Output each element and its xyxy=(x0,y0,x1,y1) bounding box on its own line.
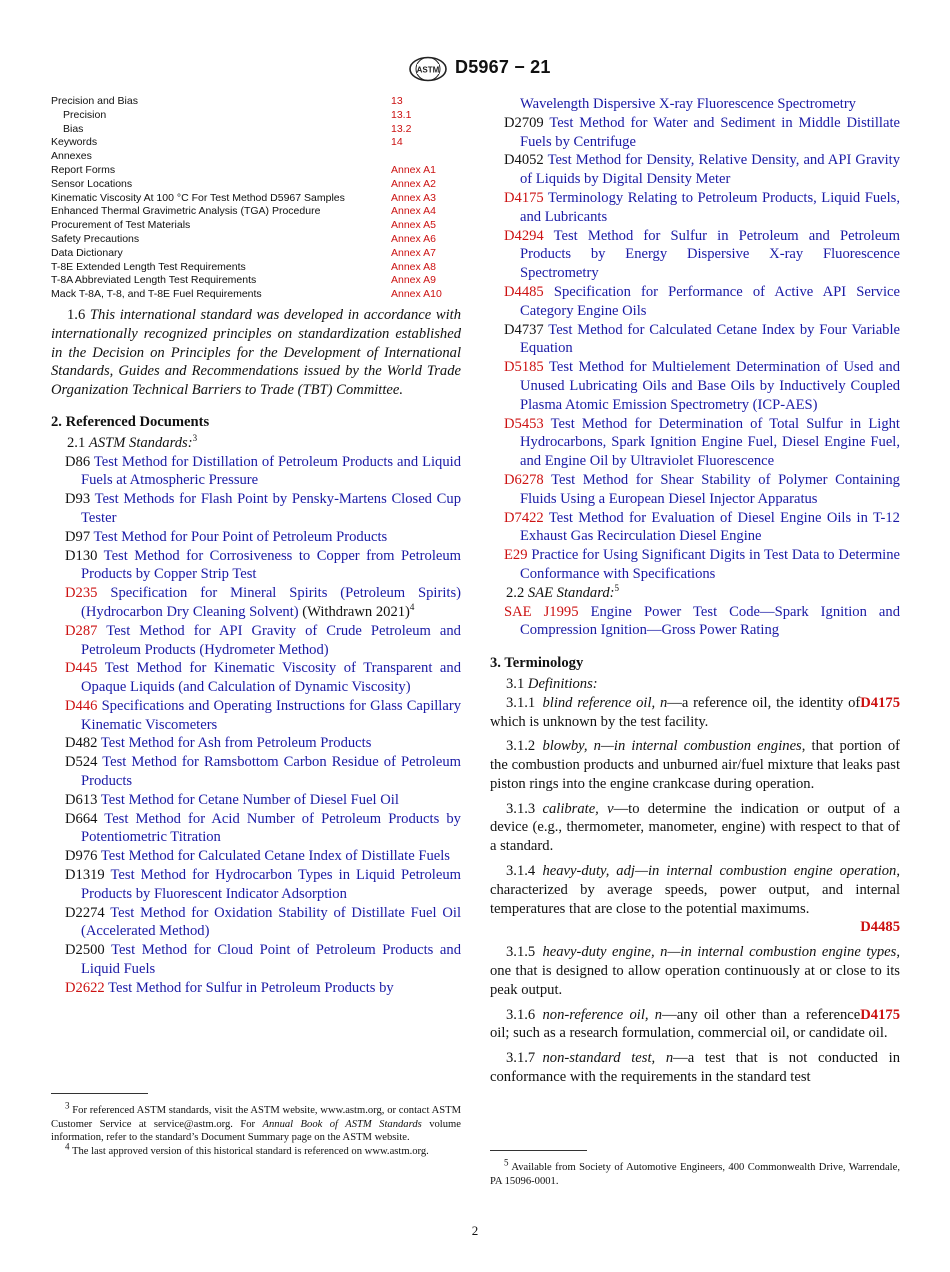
reference-code[interactable]: D613 xyxy=(65,791,98,808)
reference-code[interactable]: D5453 xyxy=(504,415,544,432)
toc-label: Enhanced Thermal Gravimetric Analysis (TGA) Procedure xyxy=(51,205,321,218)
reference-code[interactable]: D4485 xyxy=(504,283,544,300)
footnote-5: $^5$ Available from Society of Automotive Engineers, 400 Commonwealth Drive, Warrendale, PA 15096-0001. xyxy=(490,1157,900,1187)
toc-row[interactable] xyxy=(51,150,461,164)
definition-text: —to determine the indication or output of a device (e.g., thermometer, manometer, engine) with respect to that of a standard. xyxy=(490,800,901,855)
toc-row[interactable] xyxy=(51,192,461,206)
subsection-2-1: 2.1 ASTM Standards:$^3$ xyxy=(67,432,198,451)
reference-title[interactable]: Test Method for Evaluation of Diesel Engine Oils in T-12 Exhaust Gas Recirculation Diesel Engine xyxy=(520,509,900,545)
definition-term: non-standard test, n xyxy=(542,1050,674,1067)
reference-code[interactable]: D86 xyxy=(65,453,91,470)
toc-row[interactable] xyxy=(51,219,461,233)
astm-references-left xyxy=(51,453,461,998)
sae-reference[interactable]: SAE J1995 Engine Power Test Code—Spark Ignition and Compression Ignition—Gross Power Rating xyxy=(504,603,901,639)
reference-title[interactable]: Test Method for Shear Stability of Polymer Containing Fluids Using a European Diesel Injector Apparatus xyxy=(520,471,900,507)
toc-ref[interactable]: 13.2 xyxy=(391,122,412,135)
definition-number: 3.1.7 xyxy=(506,1050,536,1067)
reference-title[interactable]: Test Method for Multielement Determination of Used and Unused Lubricating Oils and Base Oils by Inductively Coupled Plasma Atomic Emission Spectrometry (ICP-AES) xyxy=(520,359,900,413)
reference-note: (Withdrawn 2021) xyxy=(298,603,410,620)
definition-term: calibrate, v xyxy=(542,800,614,817)
toc-label: Mack T-8A, T-8, and T-8E Fuel Requirements xyxy=(51,288,262,301)
reference-item[interactable] xyxy=(51,791,461,810)
reference-item[interactable] xyxy=(51,659,461,697)
definition-item xyxy=(490,862,900,937)
footnotes-left xyxy=(51,1100,461,1158)
toc-row[interactable] xyxy=(51,274,461,288)
reference-item[interactable] xyxy=(51,490,461,528)
reference-item[interactable] xyxy=(490,546,900,584)
toc-ref[interactable]: Annex A2 xyxy=(391,177,436,190)
definition-item xyxy=(490,1006,900,1044)
reference-code[interactable]: D5185 xyxy=(504,359,544,376)
definition-item xyxy=(490,943,900,999)
reference-title[interactable]: Test Method for API Gravity of Crude Petroleum and Petroleum Products (Hydrometer Method) xyxy=(81,622,461,658)
reference-title[interactable]: Test Method for Calculated Cetane Index by Four Variable Equation xyxy=(520,321,901,357)
subsection-2-2: 2.2 SAE Standard:$^5$ xyxy=(506,582,620,601)
definition-term: blowby, n xyxy=(542,738,601,755)
definition-text: —a reference oil, the identity of which is unknown by the test facility. xyxy=(490,694,861,730)
reference-code[interactable]: D482 xyxy=(65,735,98,752)
reference-code[interactable]: D976 xyxy=(65,848,98,865)
toc-row[interactable] xyxy=(51,136,461,150)
definition-text: —a test that is not conducted in conformance with the requirements in the standard test xyxy=(490,1050,900,1086)
definition-item xyxy=(490,737,900,793)
footnotes-right xyxy=(490,1157,900,1188)
toc-row[interactable] xyxy=(51,164,461,178)
definition-number: 3.1.3 xyxy=(506,800,536,817)
definition-number: 3.1.2 xyxy=(506,738,536,755)
toc-ref[interactable]: 13 xyxy=(391,95,403,107)
definitions-list xyxy=(490,694,900,1087)
definition-term: heavy-duty, adj xyxy=(542,863,635,880)
section-1-6: 1.6 This international standard was developed in accordance with internationally recognized principles on standardization established in the Decision on Principles for the Development of International Standards, Guides and Recommendations issued by the World Trade Organization Technical Barriers to Trade (TBT) Committee. xyxy=(51,306,462,399)
reference-title[interactable]: Test Method for Hydrocarbon Types in Liquid Petroleum Products by Fluorescent Indicator Adsorption xyxy=(81,867,461,902)
reference-title[interactable]: Test Method for Determination of Total Sulfur in Light Hydrocarbons, Spark Ignition Engine Fuel, Diesel Engine Fuel, and Engine Oil by Ultraviolet Fluorescence xyxy=(520,415,900,470)
reference-code[interactable]: D1319 xyxy=(65,867,105,884)
reference-code[interactable]: D664 xyxy=(65,810,98,827)
definition-number: 3.1.5 xyxy=(506,944,536,961)
footnote-3: $^3$ For referenced ASTM standards, visit the ASTM website, www.astm.org, or contact ASTM Customer Service at service@astm.org. For Annual Book of ASTM Standards volume information, refer to the standard’s Document Summary page on the ASTM website. xyxy=(51,1100,461,1144)
left-column xyxy=(51,95,461,998)
definition-number: 3.1.1 xyxy=(506,694,536,711)
reference-item[interactable] xyxy=(51,866,461,904)
reference-title[interactable]: Test Method for Kinematic Viscosity of Transparent and Opaque Liquids (and Calculation of Dynamic Viscosity) xyxy=(81,660,462,696)
source-reference[interactable]: D4175 xyxy=(860,1006,900,1023)
definition-item xyxy=(490,800,900,856)
footnote-rule-right xyxy=(490,1150,587,1151)
toc-ref[interactable]: Annex A8 xyxy=(391,260,436,273)
document-id: D5967 − 21 xyxy=(455,57,551,77)
reference-item[interactable] xyxy=(51,547,461,585)
reference-title[interactable]: Specification for Mineral Spirits (Petroleum Spirits) (Hydrocarbon Dry Cleaning Solvent) xyxy=(81,585,461,620)
reference-item[interactable] xyxy=(51,622,461,660)
reference-title[interactable]: Test Method for Density, Relative Density, and API Gravity of Liquids by Digital Density Meter xyxy=(520,152,900,188)
footnote-4: $^4$ The last approved version of this historical standard is referenced on www.astm.org. xyxy=(65,1141,429,1157)
reference-code[interactable]: D6278 xyxy=(504,471,544,488)
reference-item[interactable] xyxy=(51,453,461,491)
section-2-heading: 2. Referenced Documents xyxy=(51,413,210,430)
subsection-3-1: 3.1 Definitions: xyxy=(506,675,598,692)
toc-row[interactable] xyxy=(51,109,461,123)
definition-text: , that portion of the combustion products and unburned air/fuel mixture that leaks past piston rings into the engine crankcase during operation. xyxy=(490,738,901,792)
definition-text: , one that is designed to allow operation continuously at or close to its peak output. xyxy=(490,944,900,998)
section-3-heading: 3. Terminology xyxy=(490,655,584,672)
reference-item[interactable] xyxy=(51,734,461,753)
reference-code[interactable]: D235 xyxy=(65,585,98,602)
reference-code[interactable]: D4294 xyxy=(504,227,544,244)
definition-qualifier: —in internal combustion engines xyxy=(600,738,802,755)
definition-number: 3.1.4 xyxy=(506,863,536,880)
reference-code[interactable]: D287 xyxy=(65,622,98,639)
reference-item[interactable] xyxy=(51,753,461,791)
definition-text: —any oil other than a reference oil; such as a research formulation, commercial oil, or candidate oil. xyxy=(490,1006,888,1042)
definition-term: non-reference oil, n xyxy=(542,1006,663,1023)
toc-label: Annexes xyxy=(51,150,92,163)
toc-row[interactable] xyxy=(51,247,461,261)
reference-title[interactable]: Test Method for Ramsbottom Carbon Residue of Petroleum Products xyxy=(81,754,461,790)
astm-references-right xyxy=(490,114,900,584)
reference-code[interactable]: D97 xyxy=(65,528,91,545)
toc-label: Data Dictionary xyxy=(51,246,123,259)
definition-qualifier: —in internal combustion engine operation xyxy=(634,863,897,880)
source-reference[interactable]: D4175 xyxy=(860,694,900,711)
reference-title[interactable]: Terminology Relating to Petroleum Products, Liquid Fuels, and Lubricants xyxy=(520,189,901,225)
source-reference[interactable]: D4485 xyxy=(860,919,900,936)
toc-ref[interactable]: Annex A7 xyxy=(391,246,436,259)
reference-item[interactable] xyxy=(51,528,461,547)
reference-item[interactable] xyxy=(490,471,900,509)
definition-text: , characterized by average speeds, power output, and internal temperatures that are close to the potential maximums. xyxy=(490,863,900,917)
toc-row[interactable] xyxy=(51,205,461,219)
reference-code[interactable]: D4175 xyxy=(504,189,544,206)
reference-item[interactable] xyxy=(51,847,461,866)
reference-code[interactable]: D93 xyxy=(65,491,91,508)
page-header xyxy=(0,56,950,82)
reference-title[interactable]: Test Method for Distillation of Petroleum Products and Liquid Fuels at Atmospheric Pressure xyxy=(81,453,462,489)
reference-title[interactable]: Test Methods for Flash Point by Pensky-Martens Closed Cup Tester xyxy=(81,491,461,526)
toc-ref[interactable]: Annex A1 xyxy=(391,163,436,176)
reference-code[interactable]: D445 xyxy=(65,660,98,677)
toc-label: Report Forms xyxy=(51,163,116,176)
reference-title[interactable]: Test Method for Sulfur in Petroleum Products by xyxy=(108,979,394,996)
reference-title[interactable]: Test Method for Cloud Point of Petroleum Products and Liquid Fuels xyxy=(81,942,462,978)
reference-item[interactable] xyxy=(490,283,900,321)
toc-label: Safety Precautions xyxy=(51,232,140,245)
toc-ref[interactable]: 13.1 xyxy=(391,108,412,121)
reference-title[interactable]: Test Method for Calculated Cetane Index of Distillate Fuels xyxy=(100,848,450,865)
reference-code[interactable]: D2500 xyxy=(65,942,105,959)
reference-continuation[interactable]: Wavelength Dispersive X-ray Fluorescence Spectrometry xyxy=(520,96,856,112)
reference-title[interactable]: Specifications and Operating Instructions for Glass Capillary Kinematic Viscometers xyxy=(81,697,461,733)
toc-ref[interactable]: 14 xyxy=(391,136,403,149)
reference-title[interactable]: Test Method for Ash from Petroleum Products xyxy=(100,735,372,752)
reference-item[interactable] xyxy=(490,321,900,359)
reference-item[interactable] xyxy=(51,810,461,848)
reference-code[interactable]: D2274 xyxy=(65,904,105,921)
reference-code[interactable]: D2622 xyxy=(65,979,105,996)
reference-code[interactable]: D4052 xyxy=(504,152,544,169)
toc-row[interactable] xyxy=(51,123,461,137)
reference-title[interactable]: Test Method for Cetane Number of Diesel Fuel Oil xyxy=(100,791,399,808)
reference-item[interactable] xyxy=(490,114,900,152)
table-of-contents xyxy=(51,95,461,302)
reference-code[interactable]: D7422 xyxy=(504,509,544,526)
toc-ref[interactable]: Annex A4 xyxy=(391,205,436,218)
right-column xyxy=(490,95,900,1093)
definition-item xyxy=(490,1049,900,1087)
toc-label: T-8A Abbreviated Length Test Requirements xyxy=(51,274,257,287)
definition-item xyxy=(490,694,900,732)
toc-label: Bias xyxy=(63,122,84,135)
astm-logo-icon xyxy=(408,56,448,82)
toc-label: Precision xyxy=(63,108,107,121)
toc-ref[interactable]: Annex A3 xyxy=(391,191,436,204)
toc-label: T-8E Extended Length Test Requirements xyxy=(51,260,246,273)
reference-item[interactable] xyxy=(51,904,461,942)
reference-item[interactable] xyxy=(51,584,461,622)
reference-item[interactable] xyxy=(51,979,461,998)
svg-text:ASTM: ASTM xyxy=(416,65,440,75)
footnote-mark: 4 xyxy=(409,602,415,613)
page-number: 2 xyxy=(471,1223,479,1238)
reference-item[interactable] xyxy=(490,151,900,189)
reference-item[interactable] xyxy=(490,227,900,283)
reference-code[interactable]: E29 xyxy=(504,547,528,564)
reference-title[interactable]: Practice for Using Significant Digits in Test Data to Determine Conformance with Specifications xyxy=(520,547,900,582)
reference-title[interactable]: Test Method for Pour Point of Petroleum Products xyxy=(93,528,388,545)
reference-title[interactable]: Test Method for Corrosiveness to Copper from Petroleum Products by Copper Strip Test xyxy=(81,547,461,583)
reference-item[interactable] xyxy=(490,358,900,414)
toc-ref[interactable]: Annex A5 xyxy=(391,219,436,232)
reference-item[interactable] xyxy=(490,509,900,547)
reference-title[interactable]: Test Method for Oxidation Stability of Distillate Fuel Oil (Accelerated Method) xyxy=(81,904,461,940)
definition-qualifier: —in internal combustion engine types xyxy=(667,944,897,961)
reference-item[interactable] xyxy=(51,697,461,735)
reference-title[interactable]: Specification for Performance of Active API Service Category Engine Oils xyxy=(520,283,900,319)
reference-title[interactable]: Test Method for Acid Number of Petroleum Products by Potentiometric Titration xyxy=(81,810,461,846)
toc-label: Precision and Bias xyxy=(51,95,138,107)
toc-label: Sensor Locations xyxy=(51,177,133,190)
toc-row[interactable] xyxy=(51,95,461,109)
toc-label: Kinematic Viscosity At 100 °C For Test Method D5967 Samples xyxy=(51,191,345,204)
reference-item[interactable] xyxy=(490,415,900,471)
reference-item[interactable] xyxy=(51,941,461,979)
definition-term: heavy-duty engine, n xyxy=(542,944,668,961)
reference-code[interactable]: D446 xyxy=(65,697,98,714)
toc-row[interactable] xyxy=(51,261,461,275)
toc-row[interactable] xyxy=(51,233,461,247)
toc-ref[interactable]: Annex A10 xyxy=(391,288,442,301)
definition-number: 3.1.6 xyxy=(506,1006,536,1023)
reference-code[interactable]: D130 xyxy=(65,547,98,564)
reference-title[interactable]: Test Method for Sulfur in Petroleum and Petroleum Products by Energy Dispersive X-ray Fluorescence Spectrometry xyxy=(520,227,900,282)
toc-label: Procurement of Test Materials xyxy=(51,219,191,232)
footnote-rule-left xyxy=(51,1093,148,1094)
toc-label: Keywords xyxy=(51,136,98,149)
reference-item[interactable] xyxy=(490,189,900,227)
toc-ref[interactable]: Annex A6 xyxy=(391,232,436,245)
reference-title[interactable]: Test Method for Water and Sediment in Middle Distillate Fuels by Centrifuge xyxy=(520,114,900,150)
toc-row[interactable] xyxy=(51,178,461,192)
reference-code[interactable]: D2709 xyxy=(504,114,544,131)
reference-code[interactable]: D4737 xyxy=(504,321,544,338)
definition-term: blind reference oil, n xyxy=(542,694,668,711)
toc-row[interactable] xyxy=(51,288,461,302)
reference-code[interactable]: D524 xyxy=(65,754,98,771)
toc-ref[interactable]: Annex A9 xyxy=(391,274,436,287)
